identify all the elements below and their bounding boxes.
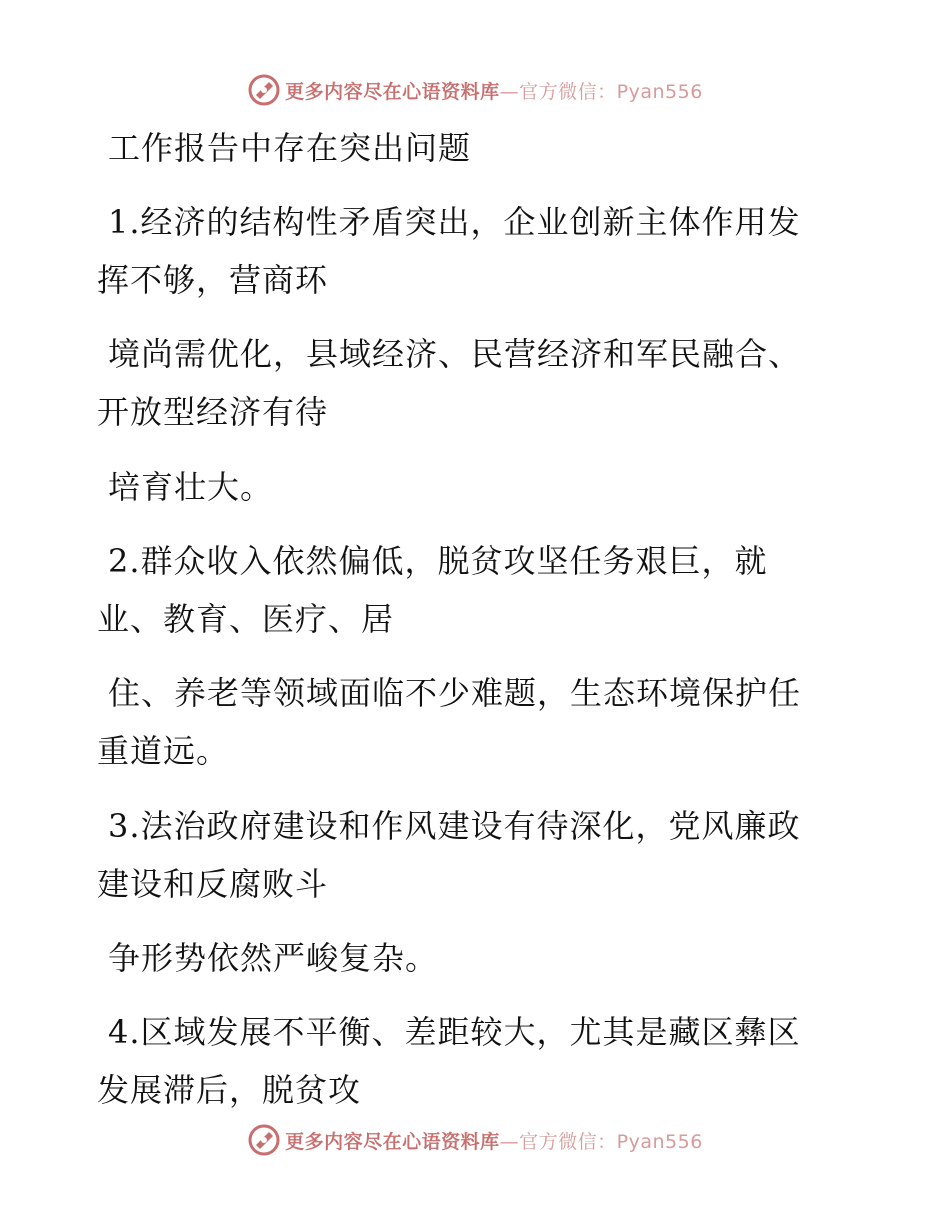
doc-line: 境尚需优化，县域经济、民营经济和军民融合、 [108, 335, 802, 373]
doc-line: 1.经济的结构性矛盾突出，企业创新主体作用发 [108, 203, 801, 241]
doc-line: 3.法治政府建设和作风建设有待深化，党风廉政 [108, 807, 801, 845]
brand-logo-icon [247, 1123, 281, 1157]
footer-watermark-text: 更多内容尽在心语资料库—官方微信：Pyan556 [285, 1130, 703, 1153]
doc-line: 重道远。 [97, 732, 230, 770]
doc-line: 争形势依然严峻复杂。 [108, 939, 439, 977]
doc-line: 发展滞后，脱贫攻 [97, 1071, 362, 1109]
doc-line: 住、养老等领域面临不少难题，生态环境保护任 [108, 674, 802, 712]
doc-line: 2.群众收入依然偏低，脱贫攻坚任务艰巨，就 [108, 542, 768, 580]
doc-title: 工作报告中存在突出问题 [108, 129, 472, 167]
footer-watermark [0, 1120, 950, 1160]
doc-line: 业、教育、医疗、居 [97, 600, 395, 638]
doc-line: 4.区域发展不平衡、差距较大，尤其是藏区彝区 [108, 1013, 801, 1051]
doc-line: 挥不够，营商环 [97, 261, 329, 299]
doc-line: 培育壮大。 [108, 468, 274, 506]
doc-line: 开放型经济有待 [97, 393, 329, 431]
header-watermark-text: 更多内容尽在心语资料库—官方微信：Pyan556 [285, 80, 703, 103]
doc-line: 建设和反腐败斗 [97, 865, 329, 903]
